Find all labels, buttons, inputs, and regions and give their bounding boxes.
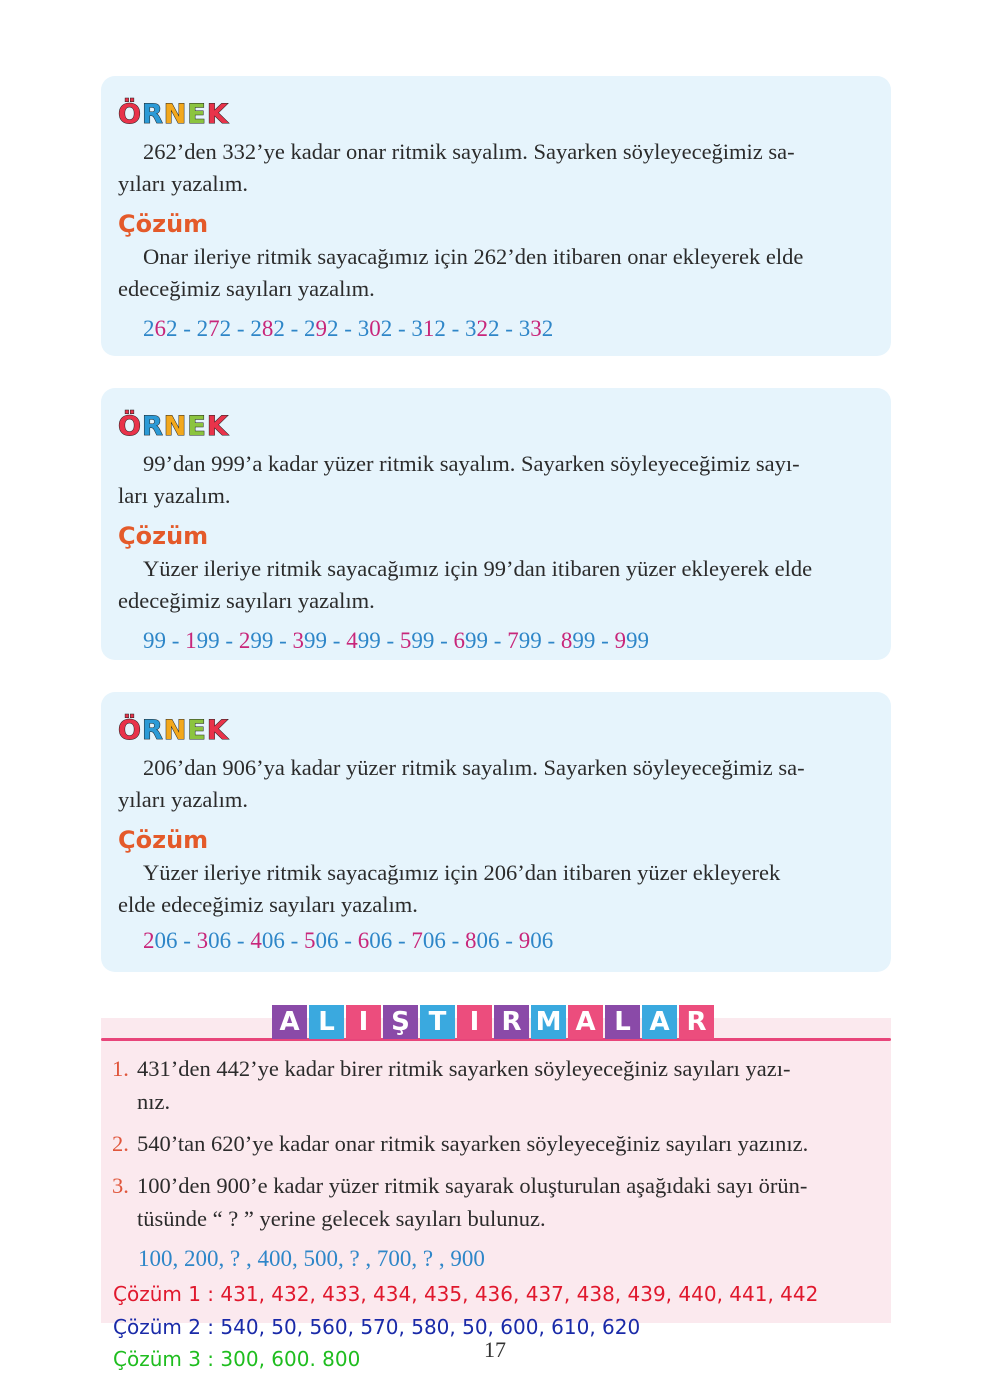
page-number: 17 [484, 1337, 506, 1362]
sequence-number: 599 [399, 628, 435, 653]
heading-letter: E [187, 99, 207, 130]
sequence-number: 306 [196, 928, 232, 953]
heading-letter: Ö [118, 99, 142, 130]
problem-text: 99’dan 999’a kadar yüzer ritmik sayalım. Sayarken söyleyeceğimiz sayı- ları yazalım. [118, 451, 800, 508]
solution-answer-2: Çözüm 2 : 540, 50, 560, 570, 580, 50, 600, 610, 620 [113, 1315, 641, 1339]
example-card-1 [101, 76, 891, 356]
solution-label: Çözüm [118, 522, 209, 550]
sequence-number: 206 [143, 928, 178, 953]
heading-letter: K [206, 99, 229, 130]
sequence-number: 499 [346, 628, 381, 653]
heading-letter: K [206, 715, 229, 746]
example-heading [118, 412, 229, 442]
heading-letter: Ö [118, 411, 142, 442]
sequence-number: 302 [357, 316, 393, 341]
sequence-number: 272 [196, 316, 232, 341]
exercise-item-1: 1. 431’den 442’ye kadar birer ritmik sayarken söyleyeceğiniz sayıları yazı- nız. [112, 1056, 791, 1114]
solution-label: Çözüm [118, 210, 209, 238]
title-tile: Ş [383, 1005, 418, 1039]
solution-text: Yüzer ileriye ritmik sayacağımız için 206’dan itibaren yüzer ekleyerek elde edeceğimiz sayıları yazalım. [118, 860, 781, 917]
sequence-number: 99 [143, 628, 166, 653]
title-tile: R [679, 1005, 714, 1039]
sequence-number: 292 [304, 316, 339, 341]
sequence-number: 606 [357, 928, 393, 953]
sequence-number: 699 [453, 628, 489, 653]
title-tile: R [494, 1005, 529, 1039]
solution-text: Yüzer ileriye ritmik sayacağımız için 99’dan itibaren yüzer ekleyerek elde edeceğimiz sayıları yazalım. [118, 556, 813, 613]
number-sequence: 99 - 199 - 299 - 399 - 499 - 599 - 699 - 799 - 899 - 999 [143, 628, 650, 653]
sequence-number: 906 [518, 928, 554, 953]
sequence-number: 322 [465, 316, 500, 341]
heading-letter: N [163, 715, 188, 746]
heading-letter: Ö [118, 715, 142, 746]
sequence-number: 262 [143, 316, 178, 341]
number-sequence: 206 - 306 - 406 - 506 - 606 - 706 - 806 - 906 [143, 928, 554, 953]
solution-label: Çözüm [118, 826, 209, 854]
heading-letter: E [187, 411, 207, 442]
sequence-number: 899 [560, 628, 596, 653]
solution-answer-1: Çözüm 1 : 431, 432, 433, 434, 435, 436, 437, 438, 439, 440, 441, 442 [113, 1282, 819, 1306]
title-tile: T [420, 1005, 455, 1039]
sequence-number: 282 [250, 316, 285, 341]
heading-letter: R [141, 411, 164, 442]
sequence-number: 706 [411, 928, 446, 953]
example-heading [118, 100, 229, 130]
title-tile: I [346, 1005, 381, 1039]
sequence-number: 999 [614, 628, 650, 653]
title-tile: A [568, 1005, 603, 1039]
exercise-item-3: 3. 100’den 900’e kadar yüzer ritmik sayarak oluşturulan aşağıdaki sayı örün- tüsünde “ ? ” yerine gelecek sayıları bulunuz. [112, 1173, 808, 1231]
number-sequence: 262 - 272 - 282 - 292 - 302 - 312 - 322 - 332 [143, 316, 554, 341]
sequence-number: 506 [304, 928, 339, 953]
problem-text: 206’dan 906’ya kadar yüzer ritmik sayalım. Sayarken söyleyeceğimiz sa- yıları yazalım. [118, 755, 805, 812]
solution-answer-3: Çözüm 3 : 300, 600. 800 [113, 1347, 361, 1371]
heading-letter: R [141, 99, 164, 130]
title-tile: M [531, 1005, 566, 1039]
example-heading [118, 716, 229, 746]
heading-letter: N [163, 411, 188, 442]
sequence-number: 806 [465, 928, 500, 953]
title-tile: L [309, 1005, 344, 1039]
heading-letter: R [141, 715, 164, 746]
heading-letter: E [187, 715, 207, 746]
example-card-3 [101, 692, 891, 972]
example-card-2 [101, 388, 891, 660]
title-tile: I [457, 1005, 492, 1039]
heading-letter: K [206, 411, 229, 442]
solution-text: Onar ileriye ritmik sayacağımız için 262’den itibaren onar ekleyerek elde edeceğimiz sayıları yazalım. [118, 244, 804, 301]
problem-text: 262’den 332’ye kadar onar ritmik sayalım. Sayarken söyleyeceğimiz sa- yıları yazalım. [118, 139, 795, 196]
heading-letter: N [163, 99, 188, 130]
pattern-sequence: 100, 200, ? , 400, 500, ? , 700, ? , 900 [138, 1246, 485, 1271]
sequence-number: 332 [518, 316, 554, 341]
exercise-item-2: 2. 540’tan 620’ye kadar onar ritmik sayarken söyleyeceğiniz sayıları yazınız. [112, 1131, 809, 1156]
title-tile: A [642, 1005, 677, 1039]
sequence-number: 406 [250, 928, 285, 953]
sequence-number: 312 [411, 316, 446, 341]
title-tile: A [272, 1005, 307, 1039]
sequence-number: 299 [238, 628, 274, 653]
sequence-number: 199 [185, 628, 220, 653]
sequence-number: 799 [507, 628, 542, 653]
title-tile: L [605, 1005, 640, 1039]
exercises-title [272, 1005, 716, 1043]
sequence-number: 399 [292, 628, 328, 653]
